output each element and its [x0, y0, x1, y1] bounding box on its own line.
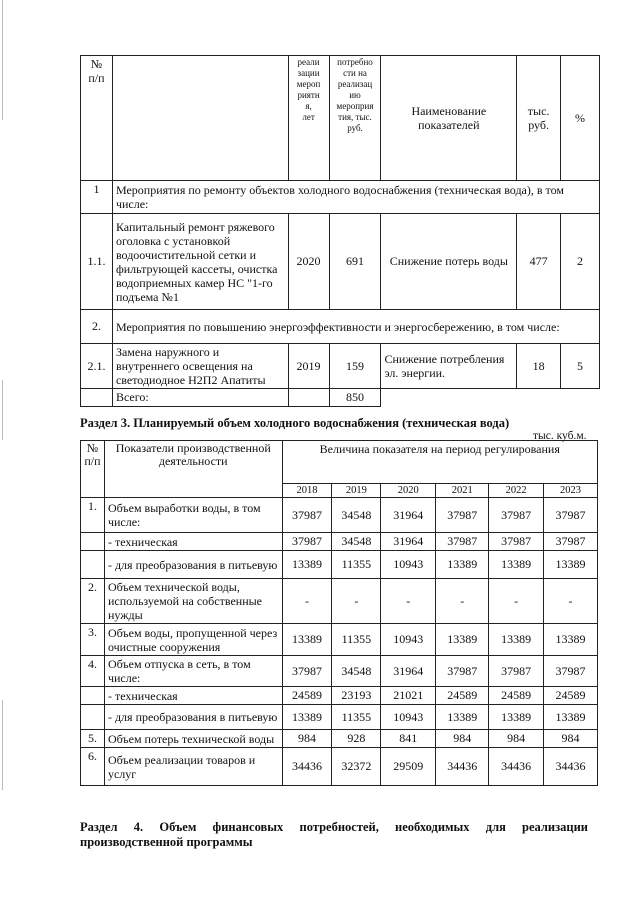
- value-cell: 37987: [436, 498, 489, 533]
- indicator-label: Объем технической воды, используемой на собственные нужды: [104, 579, 282, 624]
- year-2023: 2023: [544, 484, 598, 498]
- measure-rub: 477: [517, 214, 561, 310]
- value-cell: 13389: [282, 624, 332, 656]
- value-cell: 984: [436, 730, 489, 748]
- row-num: 2.1.: [81, 344, 113, 389]
- row-num: [81, 687, 105, 705]
- measure-year: 2020: [288, 214, 329, 310]
- units-label: тыс. куб.м.: [533, 430, 587, 442]
- table-row: [81, 705, 598, 730]
- header-pct: %: [561, 56, 600, 181]
- value-cell: 13389: [489, 705, 544, 730]
- table-row: [81, 748, 598, 786]
- indicator-label: Объем выработки воды, в том числе:: [104, 498, 282, 533]
- value-cell: 37987: [544, 498, 598, 533]
- value-cell: 37987: [544, 533, 598, 551]
- value-cell: -: [332, 579, 381, 624]
- section-title: Мероприятия по повышению энергоэффективности и энергосбережению, в том числе:: [112, 310, 599, 344]
- measures-table: [80, 55, 600, 407]
- indicator-label: - техническая: [104, 687, 282, 705]
- value-cell: 24589: [489, 687, 544, 705]
- section-3-title: Раздел 3. Планируемый объем холодного водоснабжения (техническая вода): [80, 416, 510, 430]
- measure-need: 691: [329, 214, 381, 310]
- value-cell: 29509: [381, 748, 436, 786]
- table-row: [81, 687, 598, 705]
- value-cell: 37987: [282, 498, 332, 533]
- table-row: [81, 533, 598, 551]
- total-label: Всего:: [112, 389, 288, 407]
- row-num: [81, 533, 105, 551]
- value-cell: 37987: [544, 656, 598, 687]
- value-cell: 37987: [282, 656, 332, 687]
- year-2019: 2019: [332, 484, 381, 498]
- table-row: [81, 656, 598, 687]
- value-cell: 13389: [436, 624, 489, 656]
- measure-need: 159: [329, 344, 381, 389]
- row-num: 1.: [81, 498, 105, 533]
- value-cell: 24589: [544, 687, 598, 705]
- value-cell: 34436: [489, 748, 544, 786]
- table-row: [81, 551, 598, 579]
- value-cell: 13389: [436, 705, 489, 730]
- water-volume-table: [80, 440, 598, 786]
- value-cell: 37987: [436, 533, 489, 551]
- table-row: [81, 579, 598, 624]
- row-num: 1.1.: [81, 214, 113, 310]
- measure-name: Капитальный ремонт ряжевого оголовка с установкой водоочистительной сетки и фильтрующей кассеты, очистка водоприемных камер НС "1-го подъема №1: [112, 214, 288, 310]
- value-cell: 13389: [282, 551, 332, 579]
- value-cell: 13389: [282, 705, 332, 730]
- value-cell: 37987: [489, 533, 544, 551]
- value-cell: 24589: [282, 687, 332, 705]
- value-cell: 13389: [489, 624, 544, 656]
- table-row: [81, 624, 598, 656]
- row-num: [81, 551, 105, 579]
- year-2021: 2021: [436, 484, 489, 498]
- row-num: 3.: [81, 624, 105, 656]
- header-rub: тыс. руб.: [517, 56, 561, 181]
- value-cell: 984: [544, 730, 598, 748]
- measure-indicator: Снижение потерь воды: [381, 214, 517, 310]
- value-cell: 10943: [381, 551, 436, 579]
- indicator-label: - для преобразования в питьевую: [104, 551, 282, 579]
- measure-rub: 18: [517, 344, 561, 389]
- row-num: 5.: [81, 730, 105, 748]
- value-cell: 841: [381, 730, 436, 748]
- value-cell: 10943: [381, 624, 436, 656]
- header-indicator: Наименование показателей: [381, 56, 517, 181]
- row-num: 1: [81, 181, 113, 214]
- value-cell: 23193: [332, 687, 381, 705]
- table-row: [81, 214, 600, 310]
- section-4-title: Раздел 4. Объем финансовых потребностей, необходимых для реализации производственной программы: [80, 820, 588, 849]
- value-cell: 37987: [489, 498, 544, 533]
- year-2022: 2022: [489, 484, 544, 498]
- value-cell: 31964: [381, 498, 436, 533]
- header-period: Величина показателя на период регулирования: [282, 441, 597, 484]
- table-row: [81, 181, 600, 214]
- value-cell: 37987: [282, 533, 332, 551]
- table-row: [81, 730, 598, 748]
- row-num: [81, 705, 105, 730]
- year-2020: 2020: [381, 484, 436, 498]
- indicator-label: Объем реализации товаров и услуг: [104, 748, 282, 786]
- value-cell: 984: [489, 730, 544, 748]
- header-need: потребно сти на реализац ию мероприя тия, тыс. руб.: [329, 56, 381, 181]
- table-row: [81, 344, 600, 389]
- header-blank: [112, 56, 288, 181]
- indicator-label: Объем потерь технической воды: [104, 730, 282, 748]
- value-cell: 31964: [381, 533, 436, 551]
- value-cell: 10943: [381, 705, 436, 730]
- scan-edge-mark: [2, 700, 3, 790]
- value-cell: 11355: [332, 551, 381, 579]
- value-cell: 34436: [544, 748, 598, 786]
- value-cell: -: [489, 579, 544, 624]
- total-need: 850: [329, 389, 381, 407]
- table-row: [81, 310, 600, 344]
- measure-year: 2019: [288, 344, 329, 389]
- value-cell: 11355: [332, 624, 381, 656]
- value-cell: 984: [282, 730, 332, 748]
- scan-edge-mark: [2, 380, 3, 440]
- value-cell: 34548: [332, 498, 381, 533]
- value-cell: 13389: [544, 705, 598, 730]
- indicator-label: - для преобразования в питьевую: [104, 705, 282, 730]
- indicator-label: - техническая: [104, 533, 282, 551]
- row-num: 2.: [81, 579, 105, 624]
- value-cell: 37987: [436, 656, 489, 687]
- value-cell: 34436: [436, 748, 489, 786]
- water-volume-rows: [81, 498, 598, 786]
- measure-pct: 2: [561, 214, 600, 310]
- value-cell: 37987: [489, 656, 544, 687]
- header-num: № п/п: [81, 56, 113, 181]
- row-num: 4.: [81, 656, 105, 687]
- value-cell: 13389: [544, 551, 598, 579]
- row-num: 6.: [81, 748, 105, 786]
- value-cell: 31964: [381, 656, 436, 687]
- value-cell: 13389: [436, 551, 489, 579]
- value-cell: 34548: [332, 656, 381, 687]
- header-num: № п/п: [81, 441, 105, 498]
- value-cell: 34548: [332, 533, 381, 551]
- value-cell: 928: [332, 730, 381, 748]
- section-title: Мероприятия по ремонту объектов холодного водоснабжения (техническая вода), в том числе:: [112, 181, 599, 214]
- value-cell: -: [381, 579, 436, 624]
- value-cell: 13389: [544, 624, 598, 656]
- value-cell: 13389: [489, 551, 544, 579]
- measure-name: Замена наружного и внутреннего освещения на светодиодное Н2П2 Апатиты: [112, 344, 288, 389]
- table-row-total: [81, 389, 600, 407]
- indicator-label: Объем отпуска в сеть, в том числе:: [104, 656, 282, 687]
- value-cell: 21021: [381, 687, 436, 705]
- value-cell: 11355: [332, 705, 381, 730]
- row-num: 2.: [81, 310, 113, 344]
- indicator-label: Объем воды, пропущенной через очистные сооружения: [104, 624, 282, 656]
- measure-pct: 5: [561, 344, 600, 389]
- value-cell: 32372: [332, 748, 381, 786]
- measure-indicator: Снижение потребления эл. энергии.: [381, 344, 517, 389]
- value-cell: -: [436, 579, 489, 624]
- value-cell: 24589: [436, 687, 489, 705]
- value-cell: -: [544, 579, 598, 624]
- header-indicators: Показатели производственной деятельности: [104, 441, 282, 498]
- scan-edge-mark: [2, 0, 3, 120]
- header-years: реали зации мероп риятн я, лет: [288, 56, 329, 181]
- year-2018: 2018: [282, 484, 332, 498]
- value-cell: 34436: [282, 748, 332, 786]
- table-row: [81, 498, 598, 533]
- value-cell: -: [282, 579, 332, 624]
